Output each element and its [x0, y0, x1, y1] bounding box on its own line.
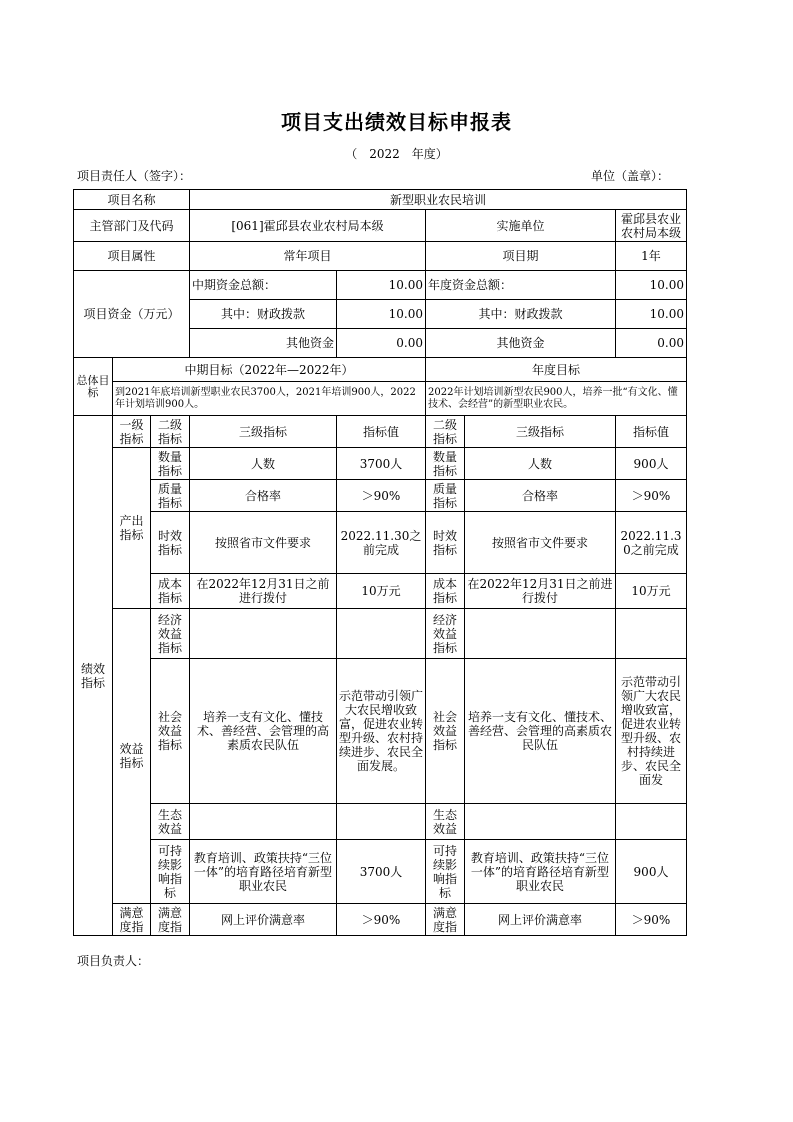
- project-name-value: 新型职业农民培训: [190, 190, 687, 210]
- quantity-l2: 数量指标: [151, 448, 190, 480]
- economic-l2-annual: 经济效益指标: [426, 609, 465, 659]
- project-period-label: 项目期: [426, 242, 616, 271]
- overall-goal-label: 总体目标: [74, 358, 113, 416]
- timeliness-l2: 时效指标: [151, 512, 190, 574]
- annual-total-label: 年度资金总额：: [426, 271, 616, 300]
- mid-total-value: 10.00: [337, 271, 426, 300]
- cost-mid-l3: 在2022年12月31日之前进行拨付: [190, 574, 337, 609]
- quantity-mid-value: 3700人: [337, 448, 426, 480]
- level1-header: 一级指标: [113, 416, 151, 448]
- cost-l2-annual: 成本指标: [426, 574, 465, 609]
- output-indicator-label: 产出指标: [113, 448, 151, 609]
- annual-goal-text: 2022年计划培训新型农民900人，培养一批“有文化、懂技术、会经营”的新型职业农民。: [426, 382, 687, 416]
- mid-fiscal-value: 10.00: [337, 300, 426, 329]
- dept-label: 主管部门及代码: [74, 210, 190, 242]
- quantity-annual-value: 900人: [616, 448, 687, 480]
- annual-total-value: 10.00: [616, 271, 687, 300]
- satisfaction-annual-value: ＞90%: [616, 904, 687, 936]
- project-owner-label: 项目负责人：: [77, 954, 150, 968]
- quality-l2-annual: 质量指标: [426, 480, 465, 512]
- impl-unit-value: 霍邱县农业农村局本级: [616, 210, 687, 242]
- social-mid-value: 示范带动引领广大农民增收致富，促进农业转型升级、农村持续进步、农民全面发展。: [337, 659, 426, 804]
- project-period-value: 1年: [616, 242, 687, 271]
- social-mid-l3: 培养一支有文化、懂技术、善经营、会管理的高素质农民队伍: [190, 659, 337, 804]
- cost-annual-value: 10万元: [616, 574, 687, 609]
- satisfaction-l2-annual: 满意度指: [426, 904, 465, 936]
- project-funds-label: 项目资金（万元）: [74, 271, 190, 358]
- year-line: （ 2022 年度）: [345, 147, 448, 161]
- social-annual-value: 示范带动引领广大农民增收致富，促进农业转型升级、农村持续进步、农民全面发: [616, 659, 687, 804]
- quality-annual-value: ＞90%: [616, 480, 687, 512]
- timeliness-mid-l3: 按照省市文件要求: [190, 512, 337, 574]
- responsible-person-label: 项目责任人（签字）：: [77, 169, 192, 183]
- timeliness-mid-value: 2022.11.30之前完成: [337, 512, 426, 574]
- mid-total-label: 中期资金总额：: [190, 271, 337, 300]
- annual-other-value: 0.00: [616, 329, 687, 358]
- mid-other-value: 0.00: [337, 329, 426, 358]
- satisfaction-l2: 满意度指: [151, 904, 190, 936]
- satisfaction-mid-l3: 网上评价满意率: [190, 904, 337, 936]
- social-l2: 社会效益指标: [151, 659, 190, 804]
- page-title: 项目支出绩效目标申报表: [281, 110, 512, 134]
- quantity-mid-l3: 人数: [190, 448, 337, 480]
- ecological-mid-l3: [190, 804, 337, 840]
- benefit-indicator-label: 效益指标: [113, 609, 151, 904]
- quantity-l2-annual: 数量指标: [426, 448, 465, 480]
- economic-annual-value: [616, 609, 687, 659]
- annual-fiscal-label: 其中：财政拨款: [426, 300, 616, 329]
- dept-value: [061]霍邱县农业农村局本级: [190, 210, 426, 242]
- project-attr-value: 常年项目: [190, 242, 426, 271]
- ecological-annual-value: [616, 804, 687, 840]
- mid-goal-text: 到2021年底培训新型职业农民3700人，2021年培训900人，2022年计划培训900人。: [113, 382, 426, 416]
- annual-other-label: 其他资金: [426, 329, 616, 358]
- performance-target-table: [73, 189, 687, 936]
- cost-l2: 成本指标: [151, 574, 190, 609]
- timeliness-annual-l3: 按照省市文件要求: [465, 512, 616, 574]
- mid-other-label: 其他资金: [190, 329, 337, 358]
- performance-indicators-label: 绩效指标: [74, 416, 113, 936]
- quality-annual-l3: 合格率: [465, 480, 616, 512]
- ecological-l2-annual: 生态效益: [426, 804, 465, 840]
- quality-l2: 质量指标: [151, 480, 190, 512]
- mid-fiscal-label: 其中：财政拨款: [190, 300, 337, 329]
- level3-header-annual: 三级指标: [465, 416, 616, 448]
- timeliness-annual-value: 2022.11.30之前完成: [616, 512, 687, 574]
- project-name-label: 项目名称: [74, 190, 190, 210]
- economic-l2: 经济效益指标: [151, 609, 190, 659]
- annual-goal-header: 年度目标: [426, 358, 687, 382]
- economic-mid-value: [337, 609, 426, 659]
- sustainable-annual-l3: 教育培训、政策扶持“三位一体”的培育路径培育新型职业农民: [465, 840, 616, 904]
- cost-annual-l3: 在2022年12月31日之前进行拨付: [465, 574, 616, 609]
- sustainable-l2: 可持续影响指标: [151, 840, 190, 904]
- mid-goal-header: 中期目标（2022年—2022年）: [113, 358, 426, 382]
- unit-seal-label: 单位（盖章）：: [591, 169, 670, 183]
- sustainable-mid-l3: 教育培训、政策扶持“三位一体”的培育路径培育新型职业农民: [190, 840, 337, 904]
- ecological-l2: 生态效益: [151, 804, 190, 840]
- social-annual-l3: 培养一支有文化、懂技术、善经营、会管理的高素质农民队伍: [465, 659, 616, 804]
- level2-header-annual: 二级指标: [426, 416, 465, 448]
- level2-header: 二级指标: [151, 416, 190, 448]
- sustainable-l2-annual: 可持续影响指标: [426, 840, 465, 904]
- quantity-annual-l3: 人数: [465, 448, 616, 480]
- satisfaction-annual-l3: 网上评价满意率: [465, 904, 616, 936]
- cost-mid-value: 10万元: [337, 574, 426, 609]
- quality-mid-l3: 合格率: [190, 480, 337, 512]
- social-l2-annual: 社会效益指标: [426, 659, 465, 804]
- economic-mid-l3: [190, 609, 337, 659]
- quality-mid-value: ＞90%: [337, 480, 426, 512]
- satisfaction-mid-value: ＞90%: [337, 904, 426, 936]
- annual-fiscal-value: 10.00: [616, 300, 687, 329]
- timeliness-l2-annual: 时效指标: [426, 512, 465, 574]
- value-header-annual: 指标值: [616, 416, 687, 448]
- economic-annual-l3: [465, 609, 616, 659]
- impl-unit-label: 实施单位: [426, 210, 616, 242]
- level3-header-mid: 三级指标: [190, 416, 337, 448]
- project-attr-label: 项目属性: [74, 242, 190, 271]
- sustainable-mid-value: 3700人: [337, 840, 426, 904]
- value-header-mid: 指标值: [337, 416, 426, 448]
- sustainable-annual-value: 900人: [616, 840, 687, 904]
- satisfaction-indicator-label: 满意度指: [113, 904, 151, 936]
- ecological-annual-l3: [465, 804, 616, 840]
- ecological-mid-value: [337, 804, 426, 840]
